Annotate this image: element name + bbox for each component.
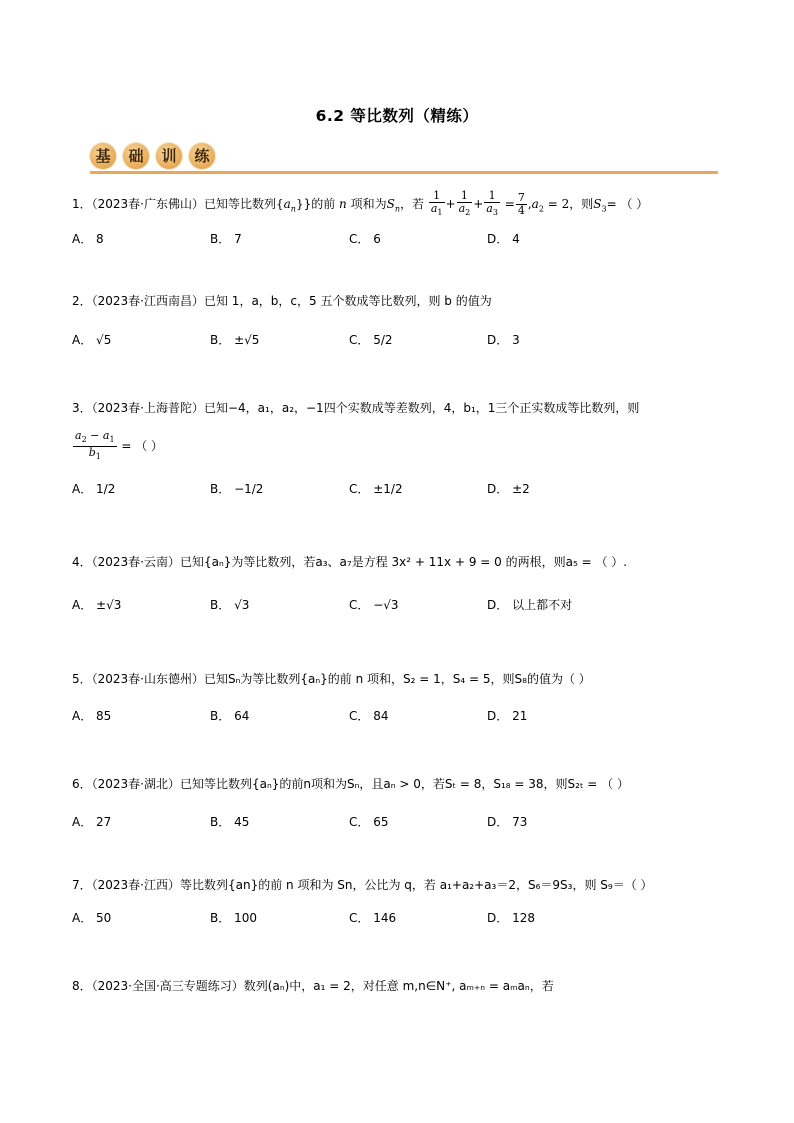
option-d[interactable]: D． 73: [487, 815, 528, 829]
option-d[interactable]: D． 以上都不对: [487, 598, 573, 612]
option-a[interactable]: A． √5: [72, 333, 112, 347]
option-c[interactable]: C． 65: [349, 815, 389, 829]
option-b[interactable]: B． √3: [210, 598, 250, 612]
option-a[interactable]: A． 50: [72, 911, 112, 925]
question-1: 1．（2023春·广东佛山）已知等比数列$\{a_n\}$}的前 n 项和为$S_n$，若 $\frac{1}{a_1}$ + $\frac{1}{a_2}$ + $\frac{1}{a_3}$ = $\frac{7}{4}$ $,a_2 = 2$，则$S_3=$ （ ）: [72, 189, 649, 218]
section-char: 础: [123, 143, 149, 169]
page-title: 6.2 等比数列（精练）: [315, 107, 479, 125]
option-a[interactable]: A． 1/2: [72, 482, 116, 496]
option-c[interactable]: C． 84: [349, 709, 389, 723]
option-b[interactable]: B． ±√5: [210, 333, 260, 347]
option-c[interactable]: C． −√3: [349, 598, 399, 612]
option-d[interactable]: D． 21: [487, 709, 528, 723]
option-b[interactable]: B． 100: [210, 911, 257, 925]
section-banner: [90, 140, 730, 176]
section-char: 训: [156, 143, 182, 169]
section-char: 基: [90, 143, 116, 169]
section-char: 练: [189, 143, 215, 169]
question-6: 6．（2023春·湖北）已知等比数列{aₙ}的前n项和为Sₙ，且aₙ > 0，若Sₜ = 8，S₁₈ = 38，则S₂ₜ = （ ）: [72, 777, 629, 791]
option-d[interactable]: D． 128: [487, 911, 535, 925]
question-3: 3．（2023春·上海普陀）已知−4，a₁，a₂，−1四个实数成等差数列，4，b₁，1三个正实数成等比数列，则: [72, 401, 640, 415]
option-a[interactable]: A． 27: [72, 815, 112, 829]
option-c[interactable]: C． 5/2: [349, 333, 393, 347]
option-a[interactable]: A． 8: [72, 232, 104, 246]
option-c[interactable]: C． ±1/2: [349, 482, 403, 496]
question-2: 2．（2023春·江西南昌）已知 1，a，b，c，5 五个数成等比数列，则 b 的值为: [72, 294, 492, 308]
option-d[interactable]: D． 3: [487, 333, 520, 347]
fraction: $\frac{a_2 - a_1}{b_1}$: [75, 429, 115, 462]
question-3-expression: $\frac{a_2 - a_1}{b_1}$ = （ ）: [75, 429, 164, 462]
option-b[interactable]: B． −1/2: [210, 482, 264, 496]
question-7: 7．（2023春·江西）等比数列{an}的前 n 项和为 Sn，公比为 q，若 a₁+a₂+a₃＝2，S₆＝9S₃，则 S₉＝（ ）: [72, 878, 653, 892]
option-d[interactable]: D． ±2: [487, 482, 530, 496]
section-divider: [90, 171, 718, 174]
question-8: 8．（2023·全国·高三专题练习）数列(aₙ)中，a₁ = 2，对任意 m,n∈N⁺, aₘ₊ₙ = aₘaₙ，若: [72, 979, 554, 993]
option-b[interactable]: B． 7: [210, 232, 242, 246]
question-5: 5．（2023春·山东德州）已知Sₙ为等比数列{aₙ}的前 n 项和，S₂ = 1，S₄ = 5，则S₈的值为（ ）: [72, 672, 591, 686]
option-c[interactable]: C． 6: [349, 232, 381, 246]
option-d[interactable]: D． 4: [487, 232, 520, 246]
fraction: $\frac{1}{a_1}$: [430, 189, 443, 218]
option-b[interactable]: B． 64: [210, 709, 250, 723]
option-a[interactable]: A． 85: [72, 709, 112, 723]
option-b[interactable]: B． 45: [210, 815, 250, 829]
question-4: 4．（2023春·云南）已知{aₙ}为等比数列，若a₃、a₇是方程 3x² + 11x + 9 = 0 的两根，则a₅ = （ ）.: [72, 555, 628, 569]
question-text: 1．（2023春·广东佛山）已知等比数列: [72, 197, 276, 212]
option-a[interactable]: A． ±√3: [72, 598, 122, 612]
option-c[interactable]: C． 146: [349, 911, 397, 925]
